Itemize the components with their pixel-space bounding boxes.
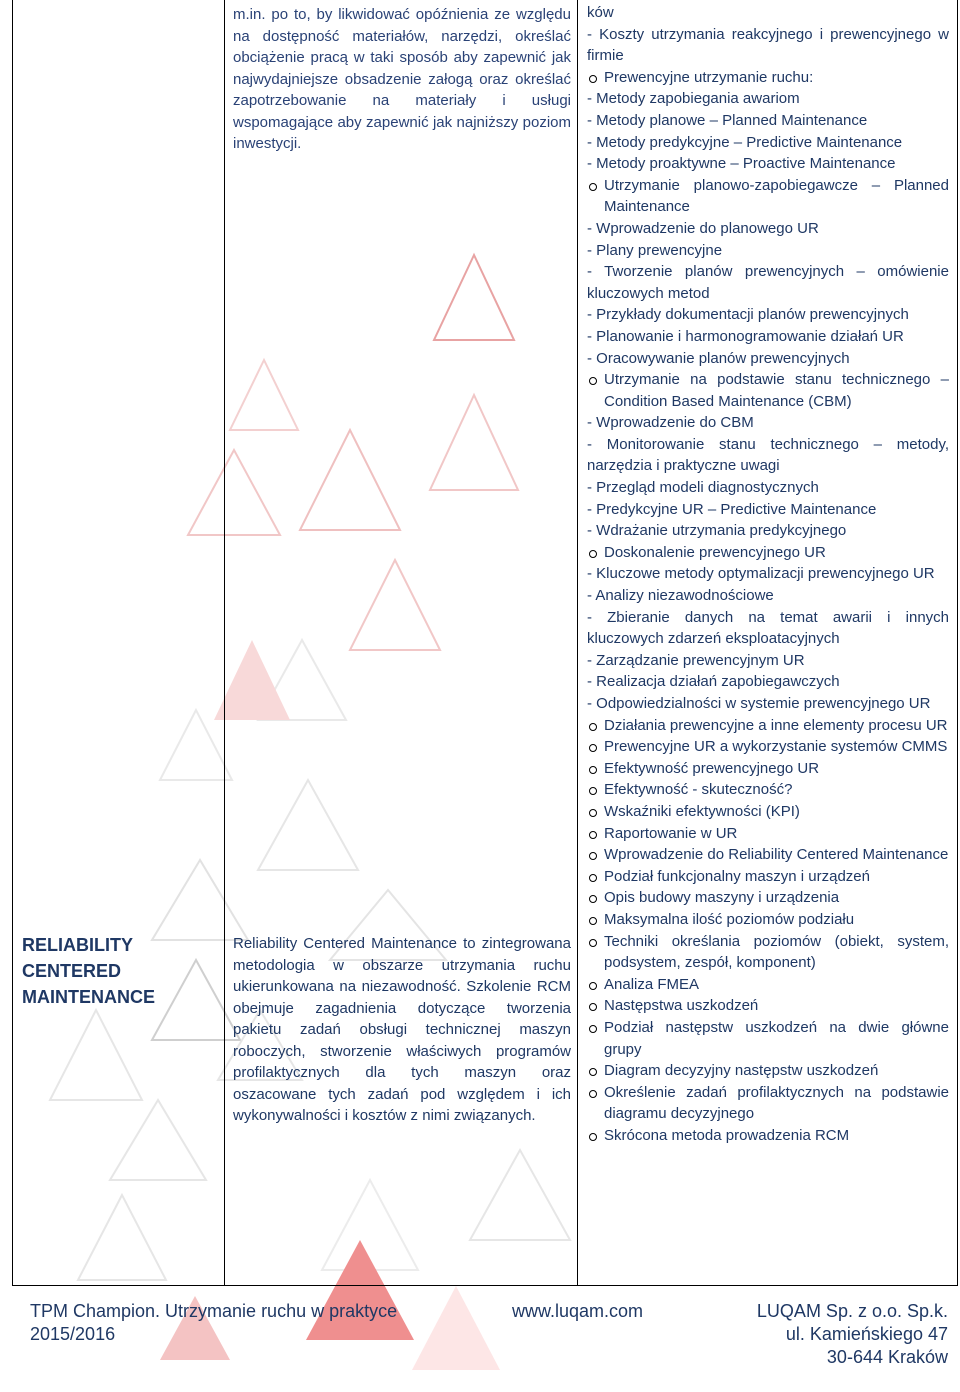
- program-list: [587, 2, 949, 1146]
- dash-list-item: - Wprowadzenie do planowego UR: [587, 219, 819, 237]
- footer-course-title: TPM Champion. Utrzymanie ruchu w praktyce: [30, 1301, 398, 1321]
- bullet-list-item: Prewencyjne utrzymanie ruchu:: [587, 67, 949, 89]
- footer-left: [30, 1300, 397, 1346]
- program-column: [587, 0, 949, 1286]
- bullet-list-item: Podział następstw uszkodzeń na dwie główne grupy: [587, 1017, 949, 1060]
- table-border-col2: [577, 0, 578, 1286]
- bullet-list-item: Działania prewencyjne a inne elementy procesu UR: [587, 715, 949, 737]
- dash-list-item: - Planowanie i harmonogramowanie działań UR: [587, 327, 904, 345]
- section-title-line: CENTERED: [22, 961, 122, 981]
- dash-list-item: - Tworzenie planów prewencyjnych – omówienie kluczowych metod: [587, 263, 949, 302]
- bullet-list-item: Utrzymanie planowo-zapobiegawcze – Planned Maintenance: [587, 175, 949, 218]
- dash-list-item: ków: [587, 4, 614, 21]
- bullet-list-item: Podział funkcjonalny maszyn i urządzeń: [587, 866, 949, 888]
- section-title-line: RELIABILITY: [22, 935, 133, 955]
- dash-list-item: - Kluczowe metody optymalizacji prewencyjnego UR: [587, 565, 935, 583]
- dash-list-item: - Metody predykcyjne – Predictive Maintenance: [587, 133, 903, 151]
- dash-list-item: - Metody zapobiegania awariom: [587, 90, 800, 108]
- footer-city: 30-644 Kraków: [826, 1347, 948, 1367]
- bullet-list-item: Efektywność - skuteczność?: [587, 779, 949, 801]
- bullet-list-item: Analiza FMEA: [587, 974, 949, 996]
- section-column: [12, 0, 224, 1286]
- bullet-list-item: Opis budowy maszyny i urządzenia: [587, 887, 949, 909]
- dash-list-item: - Przykłady dokumentacji planów prewencyjnych: [587, 306, 909, 324]
- dash-list-item: - Przegląd modeli diagnostycznych: [587, 479, 819, 497]
- bullet-list-item: Skrócona metoda prowadzenia RCM: [587, 1125, 949, 1147]
- continued-paragraph: m.in. po to, by likwidować opóźnienia ze względu na dostępność materiałów, narzędzi, określać obciążenie pracą w taki sposób aby zapewnić jak najwydajniejsze obsadzenie załogą oraz określać zapotrzebowanie na materiały i usługi wspomagające aby zapewnić jak najniższy poziom inwestycji.: [233, 6, 571, 152]
- bullet-list-item: Wskaźniki efektywności (KPI): [587, 801, 949, 823]
- dash-list-item: - Odpowiedzialności w systemie prewencyjnego UR: [587, 695, 931, 712]
- bullet-list-item: Maksymalna ilość poziomów podziału: [587, 909, 949, 931]
- dash-list-item: - Metody proaktywne – Proactive Maintenance: [587, 155, 896, 173]
- footer-street: ul. Kamieńskiego 47: [785, 1324, 948, 1344]
- footer-year: 2015/2016: [30, 1324, 116, 1344]
- bullet-list-item: Techniki określania poziomów (obiekt, system, podsystem, zespół, komponent): [587, 931, 949, 974]
- bullet-list-item: Wprowadzenie do Reliability Centered Maintenance: [587, 844, 949, 866]
- footer-company: LUQAM Sp. z o.o. Sp.k.: [756, 1301, 948, 1321]
- dash-list-item: - Wprowadzenie do CBM: [587, 414, 754, 432]
- dash-list-item: - Realizacja działań zapobiegawczych: [587, 673, 840, 691]
- dash-list-item: - Wdrażanie utrzymania predykcyjnego: [587, 522, 847, 540]
- bullet-list-item: Raportowanie w UR: [587, 823, 949, 845]
- table-border-right: [957, 0, 958, 1286]
- bullet-list-item: Utrzymanie na podstawie stanu technicznego – Condition Based Maintenance (CBM): [587, 369, 949, 412]
- rcm-description-paragraph: Reliability Centered Maintenance to zintegrowana metodologia w obszarze utrzymania ruchu ukierunkowana na niezawodność. Szkolenie RCM obejmuje zagadnienia dotyczące tworzenia pakietu zadań obsługi technicznej maszyn roboczych, stworzenie właściwych programów profilaktycznych dla tych maszyn oraz oszacowane tych zadań pod względem i ich wykonywalności i kosztów z nimi związanych.: [233, 935, 571, 1124]
- dash-list-item: - Monitorowanie stanu technicznego – metody, narzędzia i praktyczne uwagi: [587, 435, 949, 475]
- footer-website-link[interactable]: www.luqam.com: [512, 1301, 644, 1321]
- section-title: [22, 932, 222, 1010]
- bullet-list-item: Doskonalenie prewencyjnego UR: [587, 542, 949, 564]
- dash-list-item: - Koszty utrzymania reakcyjnego i prewencyjnego w firmie: [587, 25, 949, 65]
- bullet-list-item: Prewencyjne UR a wykorzystanie systemów CMMS: [587, 736, 949, 758]
- dash-list-item: - Plany prewencyjne: [587, 241, 723, 259]
- dash-list-item: - Predykcyjne UR – Predictive Maintenance: [587, 500, 877, 518]
- dash-list-item: - Analizy niezawodnościowe: [587, 587, 774, 605]
- footer-address: [757, 1300, 948, 1369]
- bullet-list-item: Określenie zadań profilaktycznych na podstawie diagramu decyzyjnego: [587, 1082, 949, 1125]
- bullet-list-item: Diagram decyzyjny następstw uszkodzeń: [587, 1060, 949, 1082]
- section-title-line: MAINTENANCE: [22, 987, 155, 1007]
- dash-list-item: - Metody planowe – Planned Maintenance: [587, 111, 868, 129]
- table-border-col1: [224, 0, 225, 1286]
- dash-list-item: - Zarządzanie prewencyjnym UR: [587, 651, 805, 669]
- dash-list-item: - Oracowywanie planów prewencyjnych: [587, 349, 850, 367]
- dash-list-item: - Zbieranie danych na temat awarii i innych kluczowych zdarzeń eksploatacyjnych: [587, 608, 949, 648]
- description-column: [233, 0, 571, 1286]
- bullet-list-item: Następstwa uszkodzeń: [587, 995, 949, 1017]
- page-footer: [0, 1296, 960, 1376]
- bullet-list-item: Efektywność prewencyjnego UR: [587, 758, 949, 780]
